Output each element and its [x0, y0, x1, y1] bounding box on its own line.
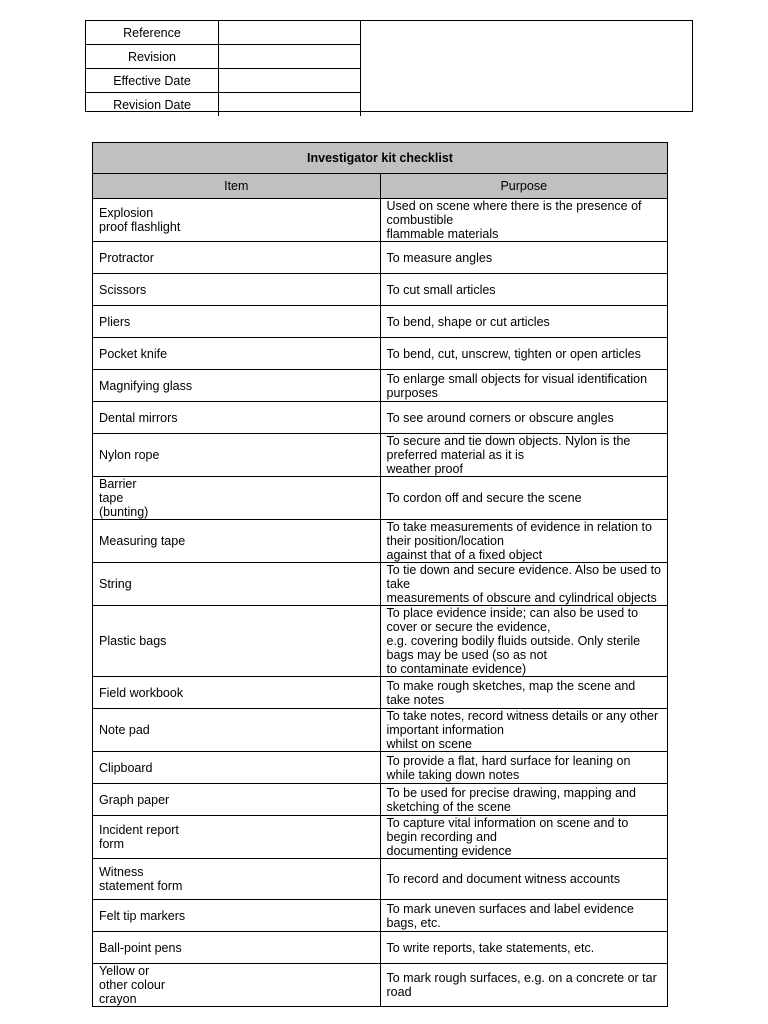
checklist-row: [93, 274, 668, 306]
checklist-row: [93, 709, 668, 752]
checklist-item: Felt tip markers: [93, 900, 381, 932]
checklist-row: [93, 370, 668, 402]
checklist-purpose: To enlarge small objects for visual identification purposes: [380, 370, 668, 402]
checklist-purpose: To cordon off and secure the scene: [380, 477, 668, 520]
checklist-purpose: To take measurements of evidence in relation to their position/location against that of a fixed object: [380, 520, 668, 563]
checklist-purpose: To secure and tie down objects. Nylon is the preferred material as it is weather proof: [380, 434, 668, 477]
header-blank-panel: [361, 21, 692, 111]
checklist-row: [93, 900, 668, 932]
checklist-purpose: Used on scene where there is the presence of combustible flammable materials: [380, 199, 668, 242]
checklist-purpose: To mark rough surfaces, e.g. on a concrete or tar road: [380, 964, 668, 1007]
checklist-row: [93, 964, 668, 1007]
checklist-row: [93, 402, 668, 434]
checklist-item: Pocket knife: [93, 338, 381, 370]
column-header-purpose: Purpose: [380, 174, 668, 199]
checklist-title: Investigator kit checklist: [93, 143, 668, 174]
checklist-item: Pliers: [93, 306, 381, 338]
reference-value: [219, 21, 361, 45]
checklist-item: Protractor: [93, 242, 381, 274]
checklist-item: Graph paper: [93, 784, 381, 816]
checklist-purpose: To bend, cut, unscrew, tighten or open articles: [380, 338, 668, 370]
revision-date-value: [219, 93, 361, 117]
investigator-kit-checklist-table: [92, 142, 668, 1007]
document-control-table: [86, 21, 361, 116]
checklist-row: [93, 242, 668, 274]
checklist-row: [93, 752, 668, 784]
checklist-item: Barrier tape (bunting): [93, 477, 381, 520]
checklist-row: [93, 932, 668, 964]
checklist-row: [93, 306, 668, 338]
checklist-rows: [93, 199, 668, 1007]
revision-date-label: Revision Date: [86, 93, 219, 117]
checklist-row: [93, 199, 668, 242]
checklist-purpose: To see around corners or obscure angles: [380, 402, 668, 434]
checklist-row: [93, 677, 668, 709]
effective-date-label: Effective Date: [86, 69, 219, 93]
checklist-purpose: To place evidence inside; can also be used to cover or secure the evidence, e.g. covering bodily fluids outside. Only sterile bags may be used (so as not to contaminate evidence): [380, 606, 668, 677]
revision-label: Revision: [86, 45, 219, 69]
reference-label: Reference: [86, 21, 219, 45]
checklist-item: Yellow or other colour crayon: [93, 964, 381, 1007]
checklist-item: Witness statement form: [93, 859, 381, 900]
checklist-purpose: To provide a flat, hard surface for leaning on while taking down notes: [380, 752, 668, 784]
checklist-row: [93, 816, 668, 859]
document-header: [85, 20, 693, 112]
checklist-item: Explosion proof flashlight: [93, 199, 381, 242]
checklist-purpose: To tie down and secure evidence. Also be used to take measurements of obscure and cylindrical objects: [380, 563, 668, 606]
checklist-item: Incident report form: [93, 816, 381, 859]
checklist-row: [93, 477, 668, 520]
checklist-item: Clipboard: [93, 752, 381, 784]
revision-value: [219, 45, 361, 69]
checklist-item: Field workbook: [93, 677, 381, 709]
checklist-item: Magnifying glass: [93, 370, 381, 402]
checklist-purpose: To capture vital information on scene and to begin recording and documenting evidence: [380, 816, 668, 859]
checklist-purpose: To write reports, take statements, etc.: [380, 932, 668, 964]
column-header-item: Item: [93, 174, 381, 199]
checklist-item: Dental mirrors: [93, 402, 381, 434]
checklist-item: Nylon rope: [93, 434, 381, 477]
checklist-purpose: To cut small articles: [380, 274, 668, 306]
checklist-row: [93, 784, 668, 816]
checklist-row: [93, 520, 668, 563]
checklist-item: String: [93, 563, 381, 606]
checklist-purpose: To be used for precise drawing, mapping and sketching of the scene: [380, 784, 668, 816]
checklist-row: [93, 338, 668, 370]
checklist-row: [93, 859, 668, 900]
checklist-item: Plastic bags: [93, 606, 381, 677]
checklist-item: Scissors: [93, 274, 381, 306]
checklist-purpose: To take notes, record witness details or any other important information whilst on scene: [380, 709, 668, 752]
effective-date-value: [219, 69, 361, 93]
checklist-item: Measuring tape: [93, 520, 381, 563]
checklist-item: Note pad: [93, 709, 381, 752]
checklist-row: [93, 434, 668, 477]
checklist-item: Ball-point pens: [93, 932, 381, 964]
checklist-row: [93, 606, 668, 677]
checklist-purpose: To measure angles: [380, 242, 668, 274]
checklist-purpose: To bend, shape or cut articles: [380, 306, 668, 338]
checklist-purpose: To make rough sketches, map the scene and take notes: [380, 677, 668, 709]
checklist-row: [93, 563, 668, 606]
checklist-purpose: To mark uneven surfaces and label evidence bags, etc.: [380, 900, 668, 932]
checklist-purpose: To record and document witness accounts: [380, 859, 668, 900]
